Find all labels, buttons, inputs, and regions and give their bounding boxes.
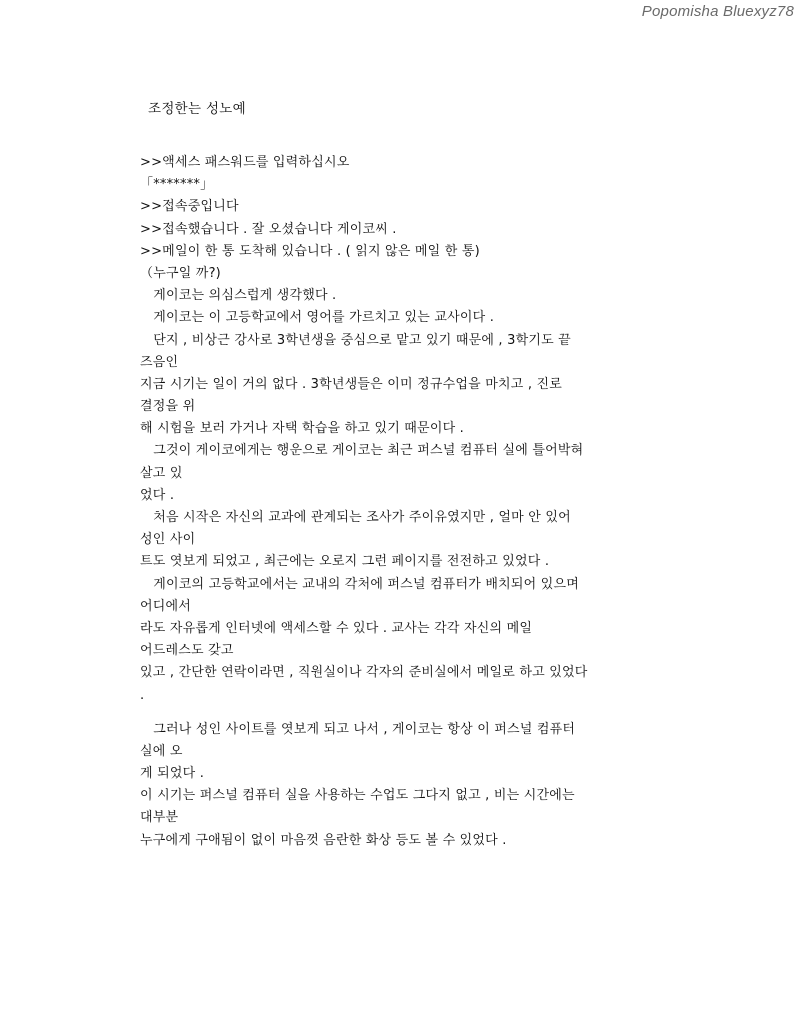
watermark: Popomisha Bluexyz78 — [641, 3, 794, 20]
text-line: 게 되었다 . — [140, 766, 205, 782]
text-line: 그러나 성인 사이트를 엿보게 되고 나서 , 게이코는 항상 이 퍼스널 컴퓨터 — [140, 721, 576, 737]
text-line: 해 시험을 보러 가거나 자택 학습을 하고 있기 때문이다 . — [140, 421, 464, 437]
page-title: 조정한는 성노예 — [148, 101, 246, 117]
paragraph-gap — [140, 707, 660, 719]
text-line: 결정을 위 — [140, 399, 196, 415]
document-body — [140, 152, 660, 852]
text-line: （누구일 까?) — [140, 265, 221, 281]
text-line: 즈음인 — [140, 354, 179, 370]
text-line: 실에 오 — [140, 743, 183, 759]
text-line: 었다 . — [140, 487, 175, 503]
text-line: 어드레스도 갖고 — [140, 643, 234, 659]
text-line: >>액세스 패스워드를 입력하십시오 — [140, 155, 350, 170]
text-line: 이 시기는 퍼스널 컴퓨터 실을 사용하는 수업도 그다지 없고 , 비는 시간에는 — [140, 788, 575, 804]
text-line: 단지 , 비상근 강사로 3학년생을 중심으로 맡고 있기 때문에 , 3학기도 끝 — [140, 332, 571, 348]
text-line: 라도 자유롭게 인터넷에 액세스할 수 있다 . 교사는 각각 자신의 메일 — [140, 620, 533, 636]
text-line: 누구에게 구애됨이 없이 마음껏 음란한 화상 등도 볼 수 있었다 . — [140, 832, 507, 848]
text-line: 살고 있 — [140, 465, 183, 481]
text-line: 성인 사이 — [140, 532, 196, 548]
text-line: 트도 엿보게 되었고 , 최근에는 오로지 그런 페이지를 전전하고 있었다 . — [140, 554, 550, 570]
text-line: 「*******」 — [140, 177, 214, 193]
text-line: 처음 시작은 자신의 교과에 관계되는 조사가 주이유였지만 , 얼마 안 있어 — [140, 510, 571, 525]
text-line: >>접속중입니다 — [140, 199, 239, 215]
text-line: 게이코는 이 고등학교에서 영어를 가르치고 있는 교사이다 . — [140, 310, 495, 326]
text-line: >>메일이 한 통 도착해 있습니다 . ( 읽지 않은 메일 한 통) — [140, 243, 480, 259]
text-line: 어디에서 — [140, 598, 192, 614]
text-line: >>접속했습니다 . 잘 오셨습니다 게이코씨 . — [140, 221, 397, 237]
text-line: 게이코는 의심스럽게 생각했다 . — [140, 288, 337, 304]
text-line: 게이코의 고등학교에서는 교내의 각처에 퍼스널 컴퓨터가 배치되어 있으며 — [140, 576, 580, 592]
text-line: 지금 시기는 일이 거의 없다 . 3학년생들은 이미 정규수업을 마치고 , 진로 — [140, 376, 563, 392]
text-line: 그것이 게이코에게는 행운으로 게이코는 최근 퍼스널 컴퓨터 실에 틀어박혀 — [140, 443, 584, 459]
text-line: 있고 , 간단한 연락이라면 , 직원실이나 각자의 준비실에서 메일로 하고 있었다 — [140, 665, 588, 681]
text-line: . — [140, 687, 145, 703]
text-line: 대부분 — [140, 810, 179, 826]
